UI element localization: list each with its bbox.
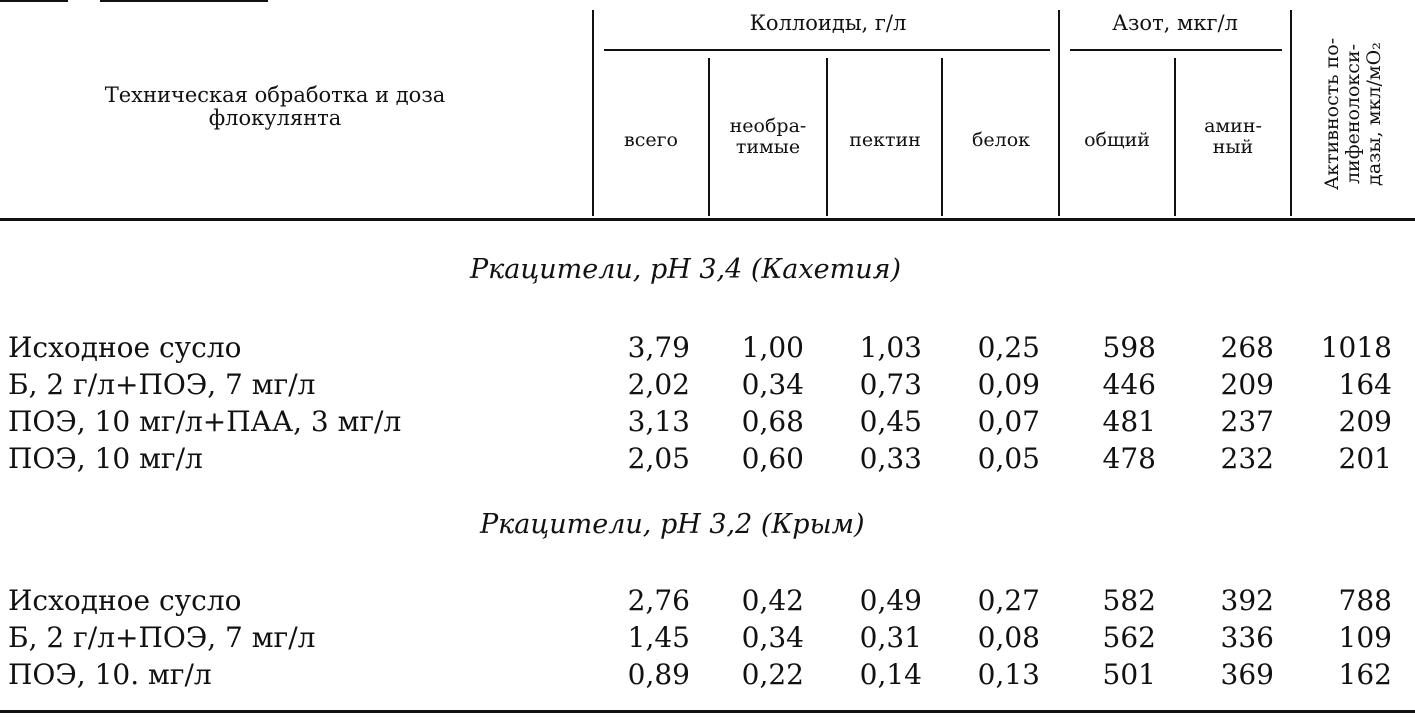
table-cell: 1,03 [859, 331, 922, 364]
header-treatment: Техническая обработка и доза флокулянта [104, 83, 446, 130]
table-cell: 392 [1220, 584, 1274, 617]
header-col-irreversible-line: необра- [729, 115, 807, 137]
table-cell: 481 [1102, 405, 1156, 438]
row-label: Исходное сусло [8, 584, 242, 617]
section-title: Ркацители, pH 3,2 (Крым) [480, 509, 865, 540]
table-cell: 1,00 [741, 331, 804, 364]
table-cell: 2,05 [627, 442, 690, 475]
table-cell: 0,08 [977, 621, 1040, 654]
table-cell: 478 [1102, 442, 1156, 475]
header-col-pectin: пектин [849, 129, 921, 151]
top-stub-line [0, 0, 68, 2]
table-cell: 2,76 [627, 584, 690, 617]
table-cell: 0,34 [741, 368, 804, 401]
table-cell: 0,22 [741, 658, 804, 691]
table-cell: 598 [1102, 331, 1156, 364]
table-cell: 369 [1220, 658, 1274, 691]
table-cell: 209 [1220, 368, 1274, 401]
header-colloids-group: Коллоиды, г/л [749, 11, 907, 35]
table-cell: 0,14 [859, 658, 922, 691]
table-cell: 0,05 [977, 442, 1040, 475]
top-stub-line [100, 0, 268, 2]
table-cell: 0,07 [977, 405, 1040, 438]
table-bottom-rule [0, 710, 1415, 713]
header-divider [941, 58, 943, 216]
table-cell: 0,45 [859, 405, 922, 438]
header-bottom-rule [0, 218, 1415, 221]
header-col-irreversible [712, 116, 824, 158]
header-col-amine-line: амин- [1204, 115, 1262, 137]
table-cell: 0,73 [859, 368, 922, 401]
header-col-irreversible-line: тимые [735, 136, 801, 158]
table-cell: 0,33 [859, 442, 922, 475]
header-activity-line: Активность по- [1321, 37, 1343, 191]
header-col-amine [1178, 116, 1288, 158]
table-cell: 0,89 [627, 658, 690, 691]
header-col-protein: белок [971, 129, 1031, 151]
table-cell: 1018 [1320, 331, 1392, 364]
table-cell: 0,09 [977, 368, 1040, 401]
colloids-group-rule [604, 49, 1050, 51]
table-cell: 3,13 [627, 405, 690, 438]
row-label: ПОЭ, 10 мг/л+ПАА, 3 мг/л [8, 405, 402, 438]
table-cell: 237 [1220, 405, 1274, 438]
table-cell: 2,02 [627, 368, 690, 401]
header-activity [1294, 12, 1415, 216]
header-divider [1290, 10, 1292, 216]
table-cell: 162 [1338, 658, 1392, 691]
section-title: Ркацители, pH 3,4 (Кахетия) [470, 254, 902, 285]
table-cell: 0,27 [977, 584, 1040, 617]
header-activity-line: лифенолокси- [1342, 43, 1364, 185]
header-divider [1174, 58, 1176, 216]
row-label: ПОЭ, 10 мг/л [8, 442, 203, 475]
table-cell: 209 [1338, 405, 1392, 438]
row-label: Б, 2 г/л+ПОЭ, 7 мг/л [8, 368, 316, 401]
table-cell: 582 [1102, 584, 1156, 617]
table-cell: 0,31 [859, 621, 922, 654]
table-cell: 0,13 [977, 658, 1040, 691]
nitrogen-group-rule [1070, 49, 1282, 51]
table-cell: 3,79 [627, 331, 690, 364]
table-cell: 0,34 [741, 621, 804, 654]
table-cell: 336 [1220, 621, 1274, 654]
table-cell: 446 [1102, 368, 1156, 401]
table-cell: 268 [1220, 331, 1274, 364]
header-divider [1058, 10, 1060, 216]
header-divider [592, 10, 594, 216]
header-divider [708, 58, 710, 216]
table-cell: 0,25 [977, 331, 1040, 364]
table-cell: 0,49 [859, 584, 922, 617]
table-cell: 0,42 [741, 584, 804, 617]
row-label: ПОЭ, 10. мг/л [8, 658, 212, 691]
header-col-total: всего [624, 129, 678, 151]
table-cell: 0,60 [741, 442, 804, 475]
table-cell: 1,45 [627, 621, 690, 654]
table-cell: 109 [1338, 621, 1392, 654]
row-label: Б, 2 г/л+ПОЭ, 7 мг/л [8, 621, 316, 654]
header-nitrogen-group: Азот, мкг/л [1112, 11, 1238, 35]
header-col-n-total: общий [1084, 129, 1150, 151]
table-cell: 232 [1220, 442, 1274, 475]
header-activity-line: дазы, мкл/мО₂ [1363, 42, 1385, 186]
row-label: Исходное сусло [8, 331, 242, 364]
table-cell: 0,68 [741, 405, 804, 438]
table-cell: 562 [1102, 621, 1156, 654]
table-cell: 501 [1102, 658, 1156, 691]
table-cell: 201 [1338, 442, 1392, 475]
header-col-amine-line: ный [1212, 136, 1254, 158]
header-divider [826, 58, 828, 216]
table-cell: 788 [1338, 584, 1392, 617]
table-cell: 164 [1338, 368, 1392, 401]
